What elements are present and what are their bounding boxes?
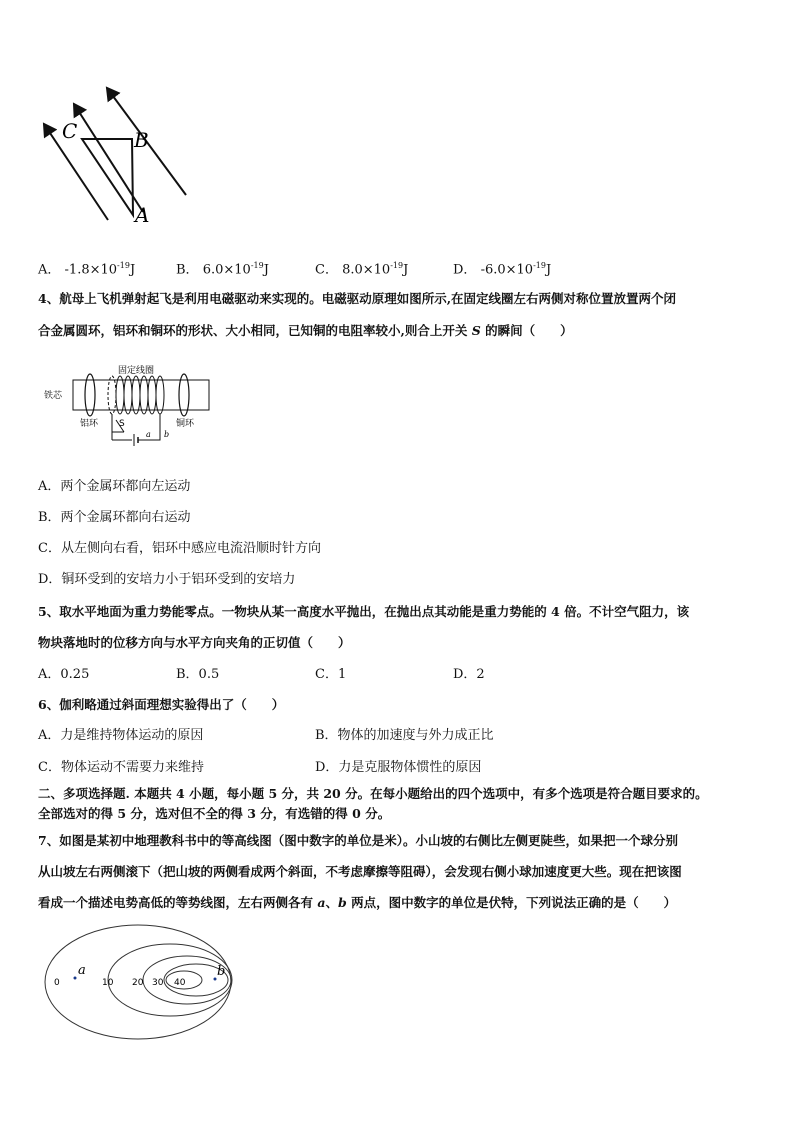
section2-heading-line1: 二、多项选择题. 本题共 4 小题，每小题 5 分，共 20 分。在每小题给出的四个选项中，有多个选项是符合题目要求的。 xyxy=(38,786,708,801)
copper-ring-label: 铜环 xyxy=(176,419,195,429)
q4-stem-line1: 4、航母上飞机弹射起飞是利用电磁驱动来实现的。电磁驱动原理如图所示,在固定线圈左右两侧对称位置放置两个闭 xyxy=(38,291,677,306)
q7-stem-sep: 、 xyxy=(325,895,338,910)
contour-label-30: 30 xyxy=(152,978,164,988)
q7-stem-end: 两点，图中数字的单位是伏特，下列说法正确的是（ ） xyxy=(346,895,677,910)
contour-label-0: 0 xyxy=(54,978,60,988)
option-value: 6.0×10 xyxy=(202,262,251,278)
point-a-symbol: a xyxy=(317,895,326,910)
option-value: -6.0×10 xyxy=(480,262,534,278)
q3-option-b xyxy=(176,258,269,278)
q3-option-a xyxy=(38,258,135,278)
coil-label: 固定线圈 xyxy=(118,366,155,376)
coil-figure xyxy=(40,360,220,452)
option-value: 8.0×10 xyxy=(342,262,391,278)
option-letter: C． xyxy=(315,262,338,278)
q7-stem-line3 xyxy=(38,895,676,911)
triangle-cba xyxy=(82,139,133,215)
aluminum-ring-label: 铝环 xyxy=(80,419,99,429)
q4-stem-line2 xyxy=(38,323,573,339)
option-unit: J xyxy=(403,262,409,278)
option-exp: -19 xyxy=(533,261,546,270)
point-a-label: a xyxy=(78,963,86,978)
q6-option-c: C．物体运动不需要力来维持 xyxy=(38,760,204,775)
option-unit: J xyxy=(545,262,552,278)
q6-stem: 6、伽利略通过斜面理想实验得出了（ ） xyxy=(38,697,285,712)
section2-heading-line2: 全部选对的得 5 分，选对但不全的得 3 分，有选错的得 0 分。 xyxy=(38,806,391,821)
point-a xyxy=(74,977,77,980)
option-exp: -19 xyxy=(250,261,264,270)
q4-stem-end: 的瞬间（ ） xyxy=(480,323,573,338)
q7-stem-text: 看成一个描述电势高低的等势线图，左右两侧各有 xyxy=(38,895,318,910)
circuit-wire xyxy=(150,414,160,440)
switch-label: S xyxy=(119,419,125,429)
option-exp: -19 xyxy=(390,261,404,270)
q3-option-d xyxy=(453,258,551,278)
q5-stem-line1: 5、取水平地面为重力势能零点。一物块从某一高度水平抛出，在抛出点其动能是重力势能的 4 倍。不计空气阻力，该 xyxy=(38,604,690,619)
q3-option-c xyxy=(315,258,408,278)
q6-option-a: A．力是维持物体运动的原因 xyxy=(38,728,204,743)
q4-option-b: B．两个金属环都向右运动 xyxy=(38,510,191,525)
contour-figure xyxy=(44,922,244,1052)
switch-symbol: S xyxy=(471,323,481,338)
option-letter: B． xyxy=(176,262,199,278)
q5-option-c: C．1 xyxy=(315,667,347,682)
q7-stem-line1: 7、如图是某初中地理教科书中的等高线图（图中数字的单位是米）。小山坡的右侧比左侧更陡些，如果把一个球分别 xyxy=(38,833,678,848)
q4-option-a: A．两个金属环都向左运动 xyxy=(38,479,191,494)
terminal-a-label: a xyxy=(146,430,151,439)
core-label: 铁芯 xyxy=(44,391,63,401)
q5-option-d: D．2 xyxy=(453,667,485,682)
field-triangle-figure xyxy=(38,80,198,230)
contour-label-20: 20 xyxy=(132,978,144,988)
option-unit: J xyxy=(263,262,269,278)
option-exp: -19 xyxy=(117,261,130,270)
label-b: B xyxy=(134,128,149,152)
option-value: -1.8×10 xyxy=(64,262,118,278)
q5-option-a: A．0.25 xyxy=(38,667,90,682)
option-unit: J xyxy=(129,262,136,278)
option-letter: D． xyxy=(453,262,477,278)
q5-option-b: B．0.5 xyxy=(176,667,220,682)
point-b-label: b xyxy=(217,964,226,979)
q4-option-c: C．从左侧向右看，铝环中感应电流沿顺时针方向 xyxy=(38,541,321,556)
point-b-symbol: b xyxy=(337,895,347,910)
q7-stem-line2: 从山坡左右两侧滚下（把山坡的两侧看成两个斜面，不考虑摩擦等阻碍），会发现右侧小球加速度更大些。现在把该图 xyxy=(38,864,682,879)
coil-windings xyxy=(108,376,164,414)
q6-option-d: D．力是克服物体惯性的原因 xyxy=(315,760,482,775)
label-c: C xyxy=(62,119,78,143)
contour-label-10: 10 xyxy=(102,978,114,988)
option-letter: A． xyxy=(38,262,61,278)
q6-option-b: B．物体的加速度与外力成正比 xyxy=(315,728,494,743)
contour-label-40: 40 xyxy=(174,978,186,988)
q4-option-d: D．铜环受到的安培力小于铝环受到的安培力 xyxy=(38,572,296,587)
q5-stem-line2: 物块落地时的位移方向与水平方向夹角的正切值（ ） xyxy=(38,635,351,650)
q4-stem-text: 合金属圆环，铝环和铜环的形状、大小相同，已知铜的电阻率较小,则合上开关 xyxy=(38,323,472,338)
terminal-b-label: b xyxy=(164,430,170,439)
label-a: A xyxy=(135,203,150,227)
